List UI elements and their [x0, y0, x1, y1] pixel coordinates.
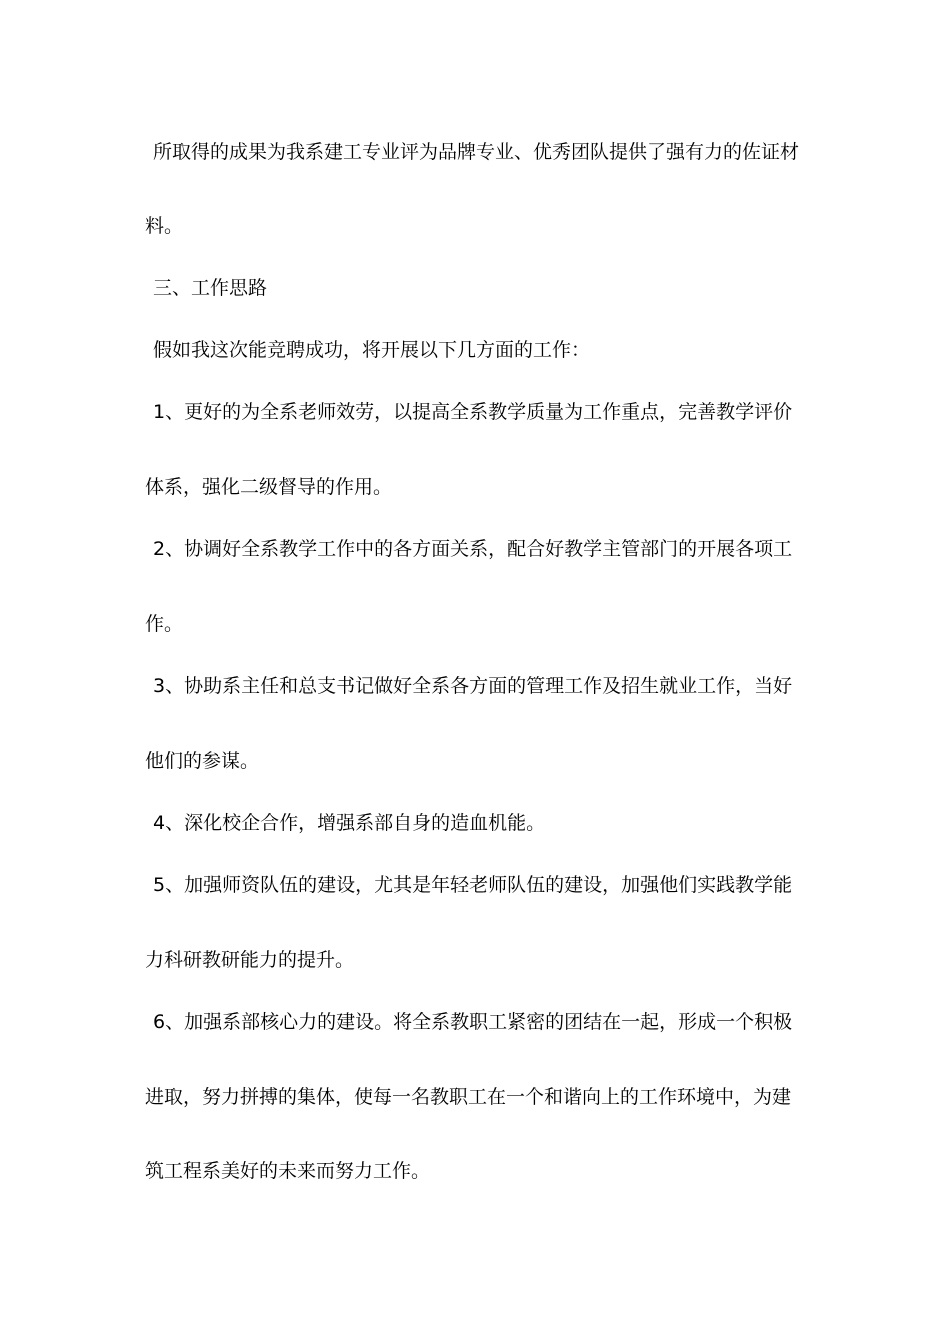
- list-item-2-line: 2、协调好全系教学工作中的各方面关系，配合好教学主管部门的开展各项工: [153, 538, 793, 560]
- paragraph-line: 假如我这次能竞聘成功，将开展以下几方面的工作：: [153, 339, 591, 361]
- list-item-4-line: 4、深化校企合作，增强系部自身的造血机能。: [153, 812, 546, 834]
- list-item-6-line: 进取，努力拼搏的集体，使每一名教职工在一个和谐向上的工作环境中，为建: [145, 1086, 792, 1108]
- list-item-1-line: 1、更好的为全系老师效劳，以提高全系教学质量为工作重点，完善教学评价: [153, 401, 793, 423]
- paragraph-line: 所取得的成果为我系建工专业评为品牌专业、优秀团队提供了强有力的佐证材: [153, 141, 800, 163]
- section-heading: 三、工作思路: [153, 277, 268, 299]
- list-item-6-line: 筑工程系美好的未来而努力工作。: [145, 1160, 431, 1182]
- list-item-2-line: 作。: [145, 613, 184, 635]
- list-item-3-line: 他们的参谋。: [145, 750, 260, 772]
- list-item-1-line: 体系，强化二级督导的作用。: [145, 476, 393, 498]
- list-item-3-line: 3、协助系主任和总支书记做好全系各方面的管理工作及招生就业工作，当好: [153, 675, 793, 697]
- list-item-6-line: 6、加强系部核心力的建设。将全系教职工紧密的团结在一起，形成一个积极: [153, 1011, 793, 1033]
- list-item-5-line: 力科研教研能力的提升。: [145, 949, 355, 971]
- paragraph-line: 料。: [145, 215, 184, 237]
- list-item-5-line: 5、加强师资队伍的建设，尤其是年轻老师队伍的建设，加强他们实践教学能: [153, 874, 793, 896]
